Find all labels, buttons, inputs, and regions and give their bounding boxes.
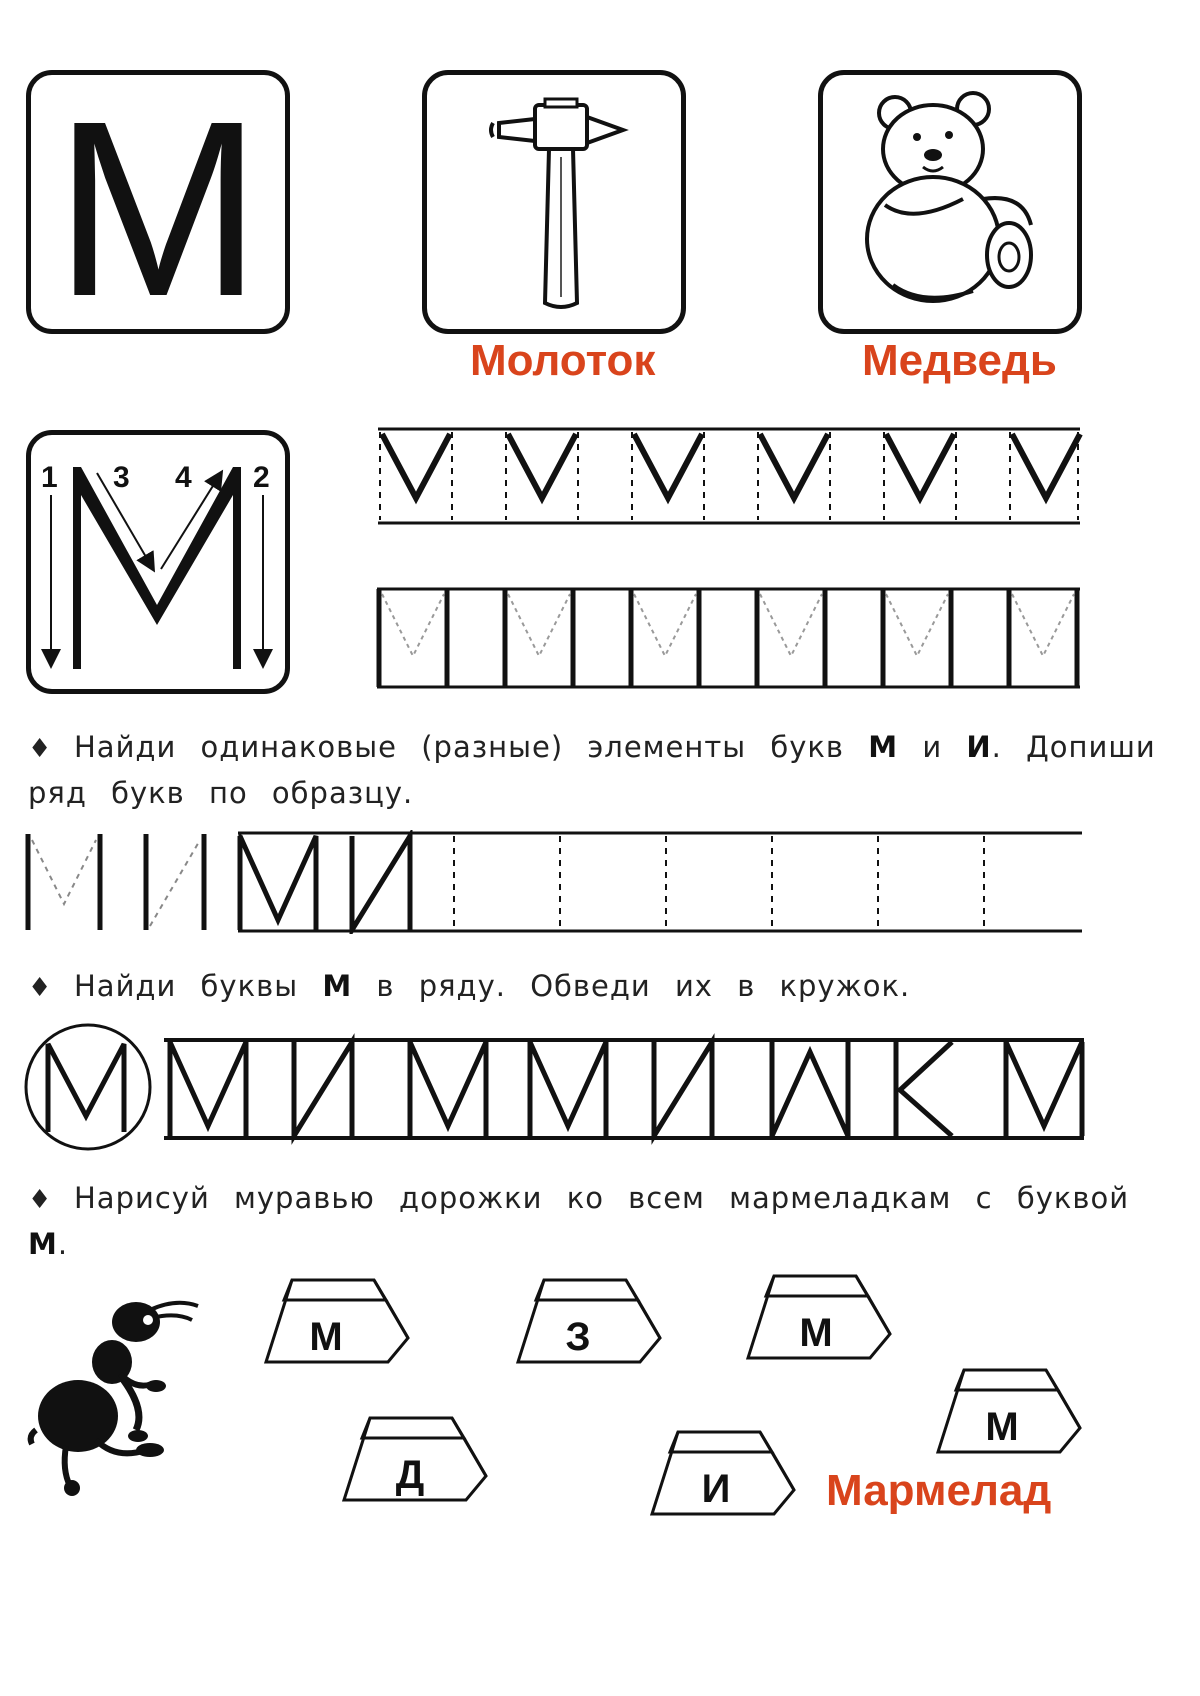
hammer-card <box>422 70 686 334</box>
bullet-icon: ♦ <box>28 734 53 764</box>
gummy-2[interactable] <box>514 1276 664 1366</box>
stroke-number-1: 1 <box>41 461 58 494</box>
tracing-row-m[interactable] <box>374 586 1084 690</box>
gummy-letter: И <box>701 1467 731 1511</box>
gummy-letter: З <box>565 1315 591 1359</box>
gummy-letter: М <box>309 1315 343 1359</box>
instruction-1: ♦ Найди одинаковые (разные) элементы букв М и И. Допиши ряд букв по образцу. <box>28 725 1178 815</box>
bear-card <box>818 70 1082 334</box>
bullet-icon: ♦ <box>28 1185 53 1215</box>
bear-icon <box>823 75 1077 329</box>
hammer-icon <box>427 75 681 329</box>
gummy-letter: М <box>985 1405 1019 1449</box>
letter-row[interactable] <box>20 1022 1090 1152</box>
instruction-3: ♦ Нарисуй муравью дорожки ко всем мармеладкам с буквой М. <box>28 1176 1178 1266</box>
gummy-5[interactable] <box>648 1428 798 1518</box>
tracing-row-v[interactable] <box>374 426 1084 526</box>
instruction-2: ♦ Найди буквы М в ряду. Обведи их в кружок. <box>28 964 1178 1010</box>
big-letter-m: М <box>53 69 263 348</box>
pattern-row[interactable] <box>22 830 1082 934</box>
stroke-number-4: 4 <box>175 461 192 494</box>
gummy-letter: М <box>799 1311 833 1355</box>
stroke-number-3: 3 <box>113 461 130 494</box>
stroke-number-2: 2 <box>253 461 270 494</box>
gummy-1[interactable] <box>262 1276 412 1366</box>
word-marmalade: Мармелад <box>826 1466 1052 1515</box>
example-circle <box>26 1025 150 1149</box>
bullet-icon: ♦ <box>28 973 53 1003</box>
stroke-order-card <box>26 430 290 694</box>
word-bear: Медведь <box>862 336 1057 385</box>
word-hammer: Молоток <box>470 336 656 385</box>
gummy-4[interactable] <box>340 1414 490 1504</box>
letter-card <box>26 69 290 348</box>
ant-icon <box>26 1290 206 1500</box>
gummy-6[interactable] <box>934 1366 1084 1456</box>
gummy-letter: Д <box>395 1453 425 1497</box>
stroke-order-diagram <box>31 435 285 689</box>
gummy-3[interactable] <box>744 1272 894 1362</box>
